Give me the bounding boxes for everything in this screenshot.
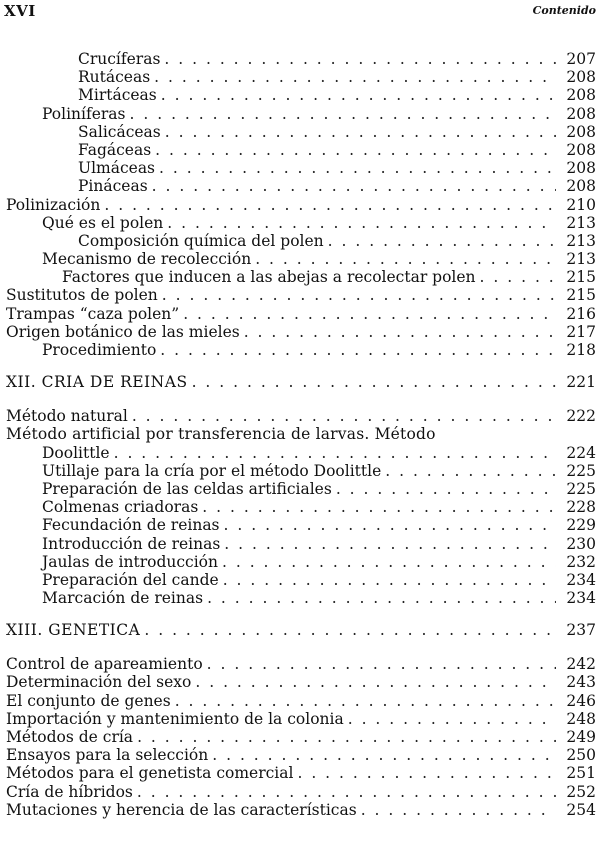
toc-entry-page: 230: [566, 534, 596, 553]
dot-leader: [361, 801, 556, 819]
toc-entry-page: 246: [566, 691, 596, 710]
toc-entry-title: El conjunto de genes: [6, 691, 171, 710]
toc-entry[interactable]: [6, 746, 596, 764]
dot-leader: [114, 444, 556, 462]
toc-entry-page: 234: [566, 570, 596, 589]
toc-entry-title: Utillaje para la cría por el método Doolittle: [42, 461, 382, 480]
toc-entry[interactable]: [6, 710, 596, 728]
dot-leader: [130, 105, 556, 123]
toc-entry-page: 234: [566, 589, 596, 608]
toc-entry-page: 213: [566, 250, 596, 269]
page-number: XVI: [4, 2, 36, 20]
toc-entry-title: Doolittle: [42, 443, 110, 462]
dot-leader: [167, 214, 556, 232]
toc-section-a: [6, 50, 596, 359]
toc-entry-title: Pináceas: [78, 177, 148, 196]
toc-entry-page: 250: [566, 746, 596, 765]
dot-leader: [161, 86, 556, 104]
dot-leader: [192, 373, 556, 391]
running-head: Contenido: [532, 4, 596, 17]
dot-leader: [224, 516, 556, 534]
toc-entry[interactable]: [6, 728, 596, 746]
dot-leader: [212, 746, 556, 764]
chapter-title: XIII. GENETICA: [6, 621, 141, 640]
toc-entry[interactable]: [6, 232, 596, 250]
toc-entry[interactable]: [6, 50, 596, 68]
toc-entry-page: 216: [566, 304, 596, 323]
toc-entry-title: Preparación de las celdas artificiales: [42, 479, 332, 498]
toc-entry-page: 213: [566, 213, 596, 232]
toc-entry-title: Fagáceas: [78, 140, 152, 159]
toc-entry[interactable]: [6, 444, 596, 462]
toc-entry-title: Métodos para el genetista comercial: [6, 764, 294, 783]
dot-leader: [224, 535, 556, 553]
table-of-contents: [6, 50, 596, 819]
dot-leader: [154, 68, 556, 86]
chapter-page: 221: [566, 373, 596, 392]
toc-entry[interactable]: [6, 589, 596, 607]
toc-section-c: [6, 655, 596, 819]
toc-entry-title: Jaulas de introducción: [42, 552, 218, 571]
toc-entry-page: 254: [566, 800, 596, 819]
dot-leader: [244, 323, 556, 341]
toc-entry-title: Procedimiento: [42, 341, 157, 359]
toc-entry-page: 232: [566, 552, 596, 571]
toc-entry-page: 222: [566, 407, 596, 426]
toc-entry-title: Introducción de reinas: [42, 534, 221, 553]
toc-entry-page: 208: [566, 68, 596, 87]
toc-entry-title: Crucíferas: [78, 50, 161, 68]
toc-entry[interactable]: [6, 516, 596, 534]
toc-entry-title: Qué es el polen: [42, 213, 164, 232]
toc-entry[interactable]: [6, 535, 596, 553]
toc-entry[interactable]: [6, 571, 596, 589]
toc-entry-title: Cría de híbridos: [6, 782, 133, 801]
toc-chapter-xii[interactable]: [6, 373, 596, 399]
toc-entry[interactable]: [6, 692, 596, 710]
dot-leader: [152, 177, 556, 195]
toc-entry[interactable]: [6, 68, 596, 86]
dot-leader: [297, 764, 556, 782]
toc-entry[interactable]: [6, 86, 596, 104]
toc-entry[interactable]: [6, 655, 596, 673]
toc-entry-page: 251: [566, 764, 596, 783]
toc-entry-title: Control de apareamiento: [6, 655, 203, 674]
dot-leader: [144, 621, 556, 639]
toc-entry-title: Importación y mantenimiento de la colonia: [6, 709, 344, 728]
toc-entry-title: Salicáceas: [78, 122, 161, 141]
toc-chapter-xiii[interactable]: [6, 621, 596, 647]
toc-entry[interactable]: [6, 462, 596, 480]
toc-entry[interactable]: [6, 498, 596, 516]
dot-leader: [202, 498, 556, 516]
toc-entry-page: 217: [566, 322, 596, 341]
toc-entry-title: Sustitutos de polen: [6, 286, 158, 305]
chapter-title: XII. CRIA DE REINAS: [6, 373, 188, 392]
toc-entry-title: Método natural: [6, 407, 128, 426]
toc-entry[interactable]: [6, 214, 596, 232]
toc-entry-title: Métodos de cría: [6, 728, 134, 746]
toc-entry-wrap-line: Método artificial por transferencia de larvas. Método: [6, 425, 436, 444]
toc-entry[interactable]: [6, 673, 596, 691]
toc-entry-title: Marcación de reinas: [42, 589, 204, 608]
toc-entry[interactable]: [6, 764, 596, 782]
toc-entry[interactable]: [6, 305, 596, 323]
toc-entry-title: Ulmáceas: [78, 159, 156, 178]
toc-entry-page: 218: [566, 341, 596, 359]
toc-entry-title: Rutáceas: [78, 68, 151, 87]
dot-leader: [385, 462, 556, 480]
toc-entry-title: Composición química del polen: [78, 231, 324, 250]
dot-leader: [162, 286, 556, 304]
toc-entry-title: Mirtáceas: [78, 86, 157, 105]
toc-entry[interactable]: [6, 196, 596, 214]
toc-entry-page: 249: [566, 728, 596, 746]
toc-entry-page: 208: [566, 177, 596, 196]
toc-entry[interactable]: [6, 341, 596, 359]
toc-entry-title: Origen botánico de las mieles: [6, 322, 240, 341]
toc-entry[interactable]: [6, 480, 596, 498]
dot-leader: [207, 655, 556, 673]
toc-entry-title: Mecanismo de recolección: [42, 250, 252, 269]
toc-entry-page: 243: [566, 673, 596, 692]
dot-leader: [336, 480, 556, 498]
toc-entry-page: 213: [566, 231, 596, 250]
toc-entry-page: 229: [566, 516, 596, 535]
dot-leader: [132, 407, 556, 425]
dot-leader: [160, 341, 556, 359]
toc-entry-page: 208: [566, 122, 596, 141]
toc-entry-title: Factores que inducen a las abejas a recolectar polen: [62, 268, 476, 287]
dot-leader: [155, 141, 556, 159]
toc-section-b: [6, 407, 596, 607]
toc-entry-title: Fecundación de reinas: [42, 516, 220, 535]
toc-entry-page: 208: [566, 86, 596, 105]
toc-entry-title: Colmenas criadoras: [42, 498, 199, 517]
dot-leader: [104, 196, 556, 214]
toc-entry-page: 228: [566, 498, 596, 517]
dot-leader: [165, 123, 556, 141]
toc-entry[interactable]: [6, 123, 596, 141]
toc-entry-page: 207: [566, 50, 596, 68]
toc-entry-page: 208: [566, 159, 596, 178]
toc-entry[interactable]: [6, 286, 596, 304]
toc-entry[interactable]: [6, 801, 596, 819]
toc-entry[interactable]: [6, 250, 596, 268]
toc-entry[interactable]: [6, 268, 596, 286]
toc-entry-page: 248: [566, 709, 596, 728]
toc-entry-page: 225: [566, 479, 596, 498]
toc-entry-page: 225: [566, 461, 596, 480]
toc-entry[interactable]: [6, 159, 596, 177]
toc-entry-title: Mutaciones y herencia de las características: [6, 800, 357, 819]
toc-entry-page: 208: [566, 104, 596, 123]
toc-entry-page: 242: [566, 655, 596, 674]
toc-entry[interactable]: [6, 783, 596, 801]
toc-entry[interactable]: [6, 105, 596, 123]
toc-entry-title: Trampas “caza polen”: [6, 304, 180, 323]
dot-leader: [223, 571, 556, 589]
chapter-page: 237: [566, 621, 596, 640]
toc-entry-title: Preparación del cande: [42, 570, 219, 589]
toc-entry[interactable]: [6, 141, 596, 159]
toc-entry[interactable]: [6, 323, 596, 341]
toc-entry-title: Determinación del sexo: [6, 673, 192, 692]
toc-entry-page: 215: [566, 286, 596, 305]
toc-entry-title: Ensayos para la selección: [6, 746, 209, 765]
dot-leader: [255, 250, 556, 268]
toc-entry-page: 252: [566, 782, 596, 801]
dot-leader: [207, 589, 556, 607]
toc-entry-title: Poliníferas: [42, 104, 126, 123]
toc-entry[interactable]: [6, 407, 596, 425]
toc-entry-page: 224: [566, 443, 596, 462]
toc-entry-title: Polinización: [6, 195, 101, 214]
toc-entry-page: 208: [566, 140, 596, 159]
dot-leader: [348, 710, 556, 728]
dot-leader: [480, 268, 556, 286]
toc-entry[interactable]: [6, 553, 596, 571]
dot-leader: [183, 305, 556, 323]
dot-leader: [137, 783, 556, 801]
dot-leader: [137, 728, 556, 746]
dot-leader: [195, 673, 556, 691]
page-header: [0, 0, 600, 24]
dot-leader: [164, 50, 556, 68]
dot-leader: [328, 232, 556, 250]
dot-leader: [222, 553, 556, 571]
dot-leader: [159, 159, 556, 177]
toc-entry[interactable]: [6, 177, 596, 195]
toc-entry-page: 215: [566, 268, 596, 287]
toc-entry-page: 210: [566, 195, 596, 214]
dot-leader: [175, 692, 556, 710]
